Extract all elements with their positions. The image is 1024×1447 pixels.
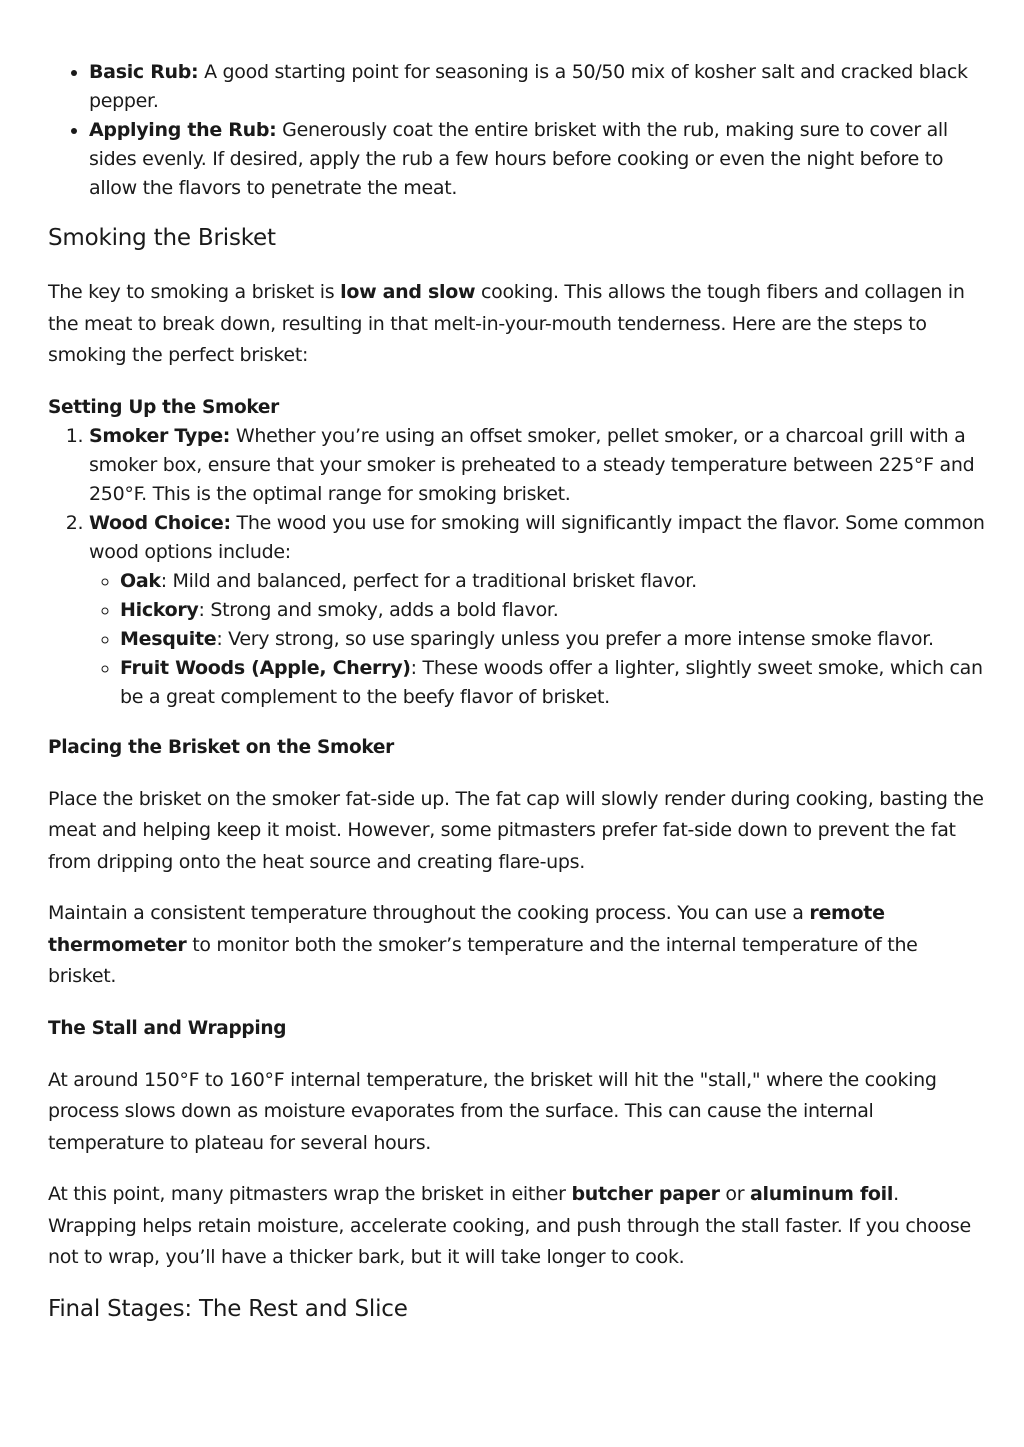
smoking-intro-paragraph	[48, 277, 988, 372]
placing-paragraph-1: Place the brisket on the smoker fat-side up. The fat cap will slowly render during cooking, basting the meat and helping keep it moist. However, some pitmasters prefer fat-side down to prevent the fat from dripping onto the heat source and creating flare-ups.	[48, 787, 984, 873]
stall-paragraph-2	[48, 1179, 988, 1274]
list-item	[89, 116, 988, 203]
list-item	[120, 625, 988, 654]
text-run: or	[719, 1183, 751, 1205]
document-page	[48, 58, 988, 1324]
list-item-text: A good starting point for seasoning is a 50/50 mix of kosher salt and cracked black pepper.	[89, 61, 968, 112]
list-item	[89, 422, 988, 509]
text-run: Maintain a consistent temperature throughout the cooking process. You can use a	[48, 902, 810, 924]
list-item-term: Basic Rub:	[89, 61, 199, 83]
list-item	[120, 567, 988, 596]
list-item-term: Hickory	[120, 598, 199, 621]
list-item-term: Mesquite	[120, 627, 217, 650]
list-item	[89, 58, 988, 116]
rub-list	[48, 58, 988, 203]
text-run: to monitor both the smoker’s temperature and the internal temperature of the brisket.	[48, 933, 918, 987]
list-item-text: : Mild and balanced, perfect for a traditional brisket flavor.	[160, 569, 697, 592]
text-run: At this point, many pitmasters wrap the brisket in either	[48, 1183, 572, 1205]
bold-run: remote thermometer	[48, 902, 885, 956]
list-item-text: The wood you use for smoking will significantly impact the flavor. Some common wood options include:	[89, 511, 985, 563]
text-run: The key to smoking a brisket is	[48, 281, 341, 303]
list-item-term: Fruit Woods (Apple, Cherry)	[120, 656, 411, 679]
wood-options-list	[89, 567, 988, 712]
list-item-text: : These woods offer a lighter, slightly sweet smoke, which can be a great complement to the beefy flavor of brisket.	[120, 656, 983, 708]
list-item-text: Generously coat the entire brisket with the rub, making sure to cover all sides evenly. If desired, apply the rub a few hours before cooking or even the night before to allow the flavors to penetrate the meat.	[89, 119, 948, 199]
bold-run: low and slow	[340, 281, 476, 303]
text-run: cooking. This allows the tough fibers and collagen in the meat to break down, resulting in that melt-in-your-mouth tenderness. Here are the steps to smoking the perfect brisket:	[48, 281, 965, 366]
list-item-term: Smoker Type:	[89, 424, 231, 447]
list-item-term: Oak	[120, 569, 161, 592]
stall-paragraph-1: At around 150°F to 160°F internal temperature, the brisket will hit the "stall," where the cooking process slows down as moisture evaporates from the surface. This can cause the internal temperature to plateau for several hours.	[48, 1068, 937, 1154]
list-item-term: Applying the Rub:	[89, 119, 277, 141]
subheading-placing: Placing the Brisket on the Smoker	[48, 736, 394, 758]
list-item-text: : Strong and smoky, adds a bold flavor.	[198, 598, 559, 621]
section-heading-smoking: Smoking the Brisket	[48, 225, 276, 251]
list-item-term: Wood Choice:	[89, 511, 231, 534]
list-item	[120, 654, 988, 712]
bold-run: butcher paper	[571, 1183, 720, 1205]
setup-steps-list	[48, 422, 988, 712]
list-item	[89, 509, 988, 712]
section-heading-final: Final Stages: The Rest and Slice	[48, 1295, 408, 1322]
subheading-stall: The Stall and Wrapping	[48, 1017, 287, 1039]
list-item-text: : Very strong, so use sparingly unless you prefer a more intense smoke flavor.	[216, 627, 934, 650]
text-run: . Wrapping helps retain moisture, accelerate cooking, and push through the stall faster. If you choose not to wrap, you’ll have a thicker bark, but it will take longer to cook.	[48, 1183, 971, 1268]
subheading-setup: Setting Up the Smoker	[48, 396, 279, 418]
list-item	[120, 596, 988, 625]
list-item-text: Whether you’re using an offset smoker, pellet smoker, or a charcoal grill with a smoker box, ensure that your smoker is preheated to a steady temperature between 225°F and 250°F. This is the optimal range for smoking brisket.	[89, 424, 975, 505]
placing-paragraph-2	[48, 898, 988, 993]
bold-run: aluminum foil	[750, 1183, 894, 1205]
